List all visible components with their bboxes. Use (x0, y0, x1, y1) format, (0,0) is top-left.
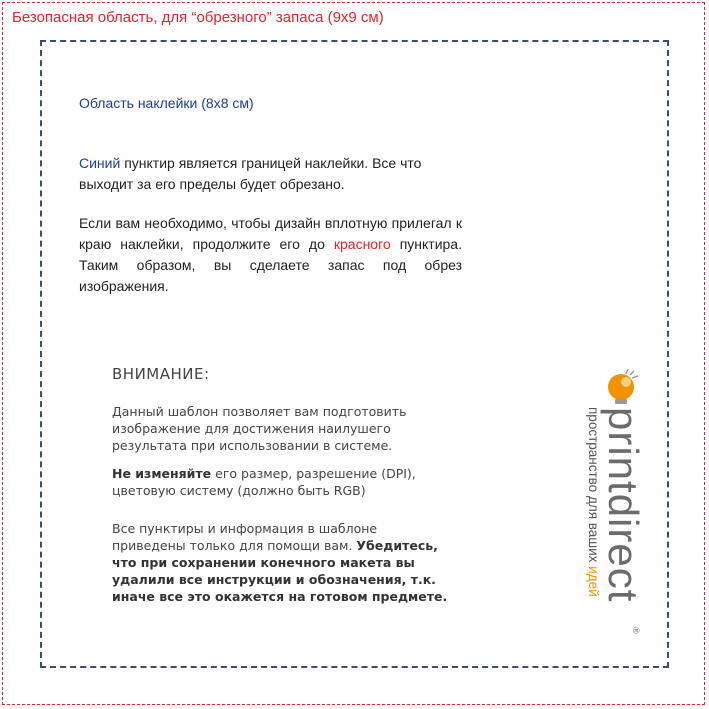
warning-paragraph-3 (112, 520, 452, 605)
tagline-accent: идей (586, 566, 601, 597)
printdirect-logo (575, 365, 645, 645)
tagline-text: пространство для ваших (586, 407, 601, 567)
blue-word: Синий (79, 155, 121, 171)
sticker-zone-label: Область наклейки (8x8 см) (79, 95, 254, 111)
instruction-2-text-end: пунктира. Таким образом, вы сделаете запас под обрез изображения. (79, 236, 462, 294)
warning-3-bold: Убедитесь, что при сохранении конечного макета вы удалили все инструкции и обозначения, т.к. иначе все это окажется на готовом предмете. (112, 538, 448, 604)
logo-wordmark: printdirect (600, 407, 647, 603)
warning-3-text: Все пунктиры и информация в шаблоне приведены только для помощи вам. (112, 521, 378, 553)
registered-mark: ® (631, 627, 641, 634)
warning-paragraph-2 (112, 465, 452, 499)
warning-title: ВНИМАНИЕ: (112, 365, 210, 383)
warning-bold-lead: Не изменяйте (112, 466, 212, 481)
warning-2-text: его размер, разрешение (DPI), цветовую систему (должно быть RGB) (112, 466, 416, 498)
lightbulb-icon (603, 365, 643, 405)
instruction-paragraph-1 (79, 153, 469, 195)
instruction-2-text-start: Если вам необходимо, чтобы дизайн вплотную прилегал к краю наклейки, продолжите его до (79, 215, 462, 252)
instruction-1-text: пунктир является границей наклейки. Все что выходит за его пределы будет обрезано. (79, 155, 422, 192)
bleed-zone-label: Безопасная область, для “обрезного” запаса (9x9 см) (12, 9, 384, 26)
logo-tagline (586, 407, 601, 597)
red-word: красного (333, 236, 391, 252)
warning-paragraph-1: Данный шаблон позволяет вам подготовить изображение для достижения наилушего результата при использовании в системе. (112, 404, 407, 453)
instruction-paragraph-2 (79, 213, 462, 297)
